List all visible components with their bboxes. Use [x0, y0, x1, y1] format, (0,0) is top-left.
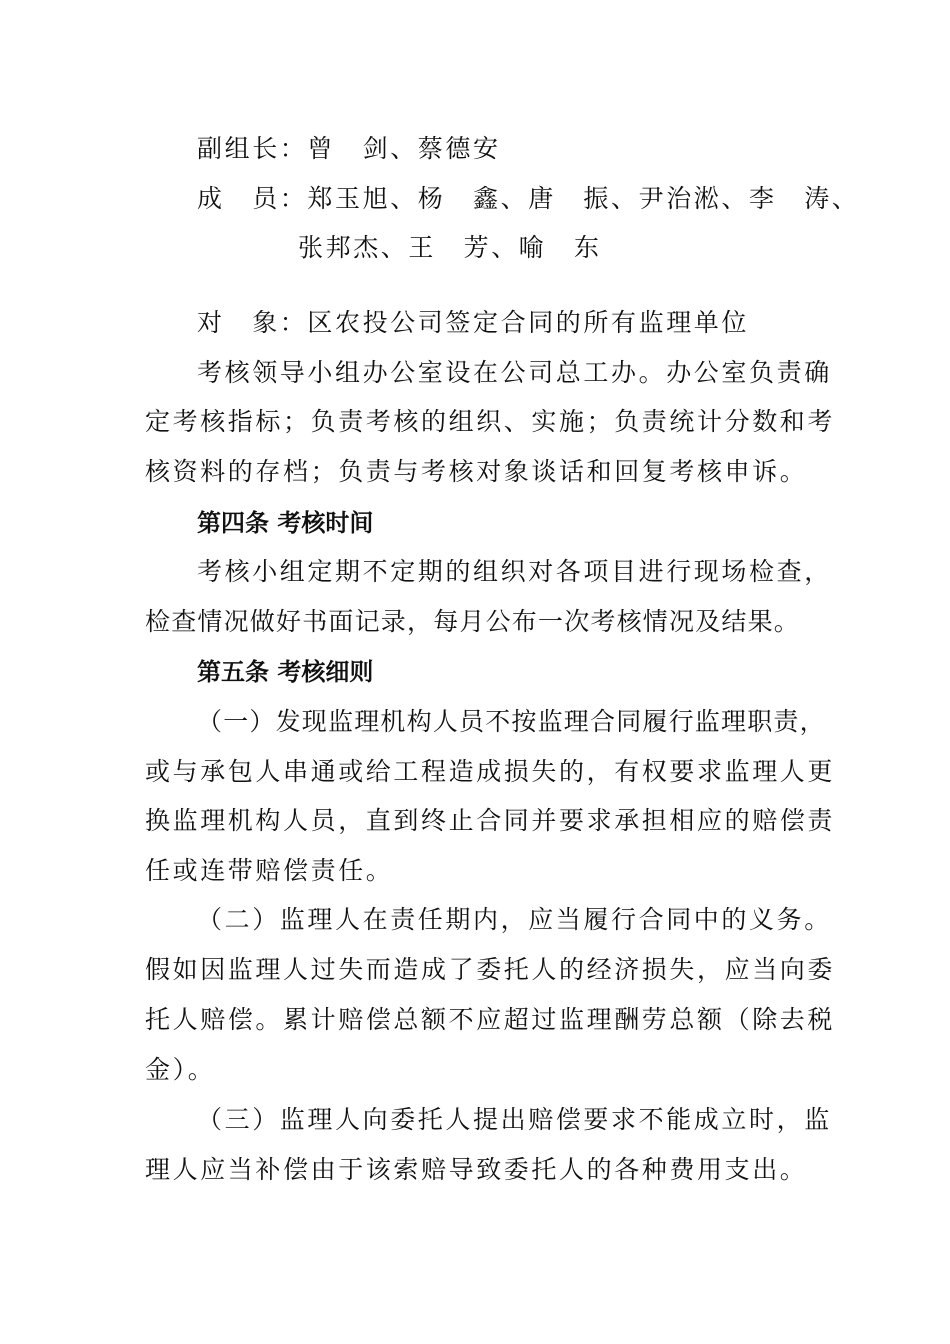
clause-2-line-1: （二）监理人在责任期内，应当履行合同中的义务。 — [197, 905, 832, 934]
paragraph-office-line-3: 核资料的存档；负责与考核对象谈话和回复考核申诉。 — [145, 457, 808, 486]
paragraph-time-line-2: 检查情况做好书面记录，每月公布一次考核情况及结果。 — [145, 607, 801, 636]
clause-1-line-2: 或与承包人串通或给工程造成损失的，有权要求监理人更 — [145, 757, 836, 786]
clause-2-line-2: 假如因监理人过失而造成了委托人的经济损失，应当向委 — [145, 955, 836, 984]
clause-3-line-1: （三）监理人向委托人提出赔偿要求不能成立时，监 — [197, 1105, 832, 1134]
members-line: 成 员：郑玉旭、杨 鑫、唐 振、尹治淞、李 涛、 — [197, 184, 860, 213]
clause-3-line-2: 理人应当补偿由于该索赔导致委托人的各种费用支出。 — [145, 1155, 808, 1184]
paragraph-time-line-1: 考核小组定期不定期的组织对各项目进行现场检查， — [197, 557, 832, 586]
object-line: 对 象：区农投公司签定合同的所有监理单位 — [197, 308, 750, 337]
clause-2-line-4: 金）。 — [145, 1055, 216, 1084]
clause-1-line-4: 任或连带赔偿责任。 — [145, 856, 394, 885]
clause-1-line-3: 换监理机构人员，直到终止合同并要求承担相应的赔偿责 — [145, 806, 836, 835]
paragraph-office-line-2: 定考核指标；负责考核的组织、实施；负责统计分数和考 — [145, 407, 836, 436]
article-4-heading: 第四条 考核时间 — [197, 509, 374, 537]
members-line-continued: 张邦杰、王 芳、喻 东 — [298, 233, 602, 262]
clause-1-line-1: （一）发现监理机构人员不按监理合同履行监理职责， — [197, 707, 826, 736]
paragraph-office-line-1: 考核领导小组办公室设在公司总工办。办公室负责确 — [197, 358, 832, 387]
deputy-leader-line: 副组长：曾 剑、蔡德安 — [197, 134, 501, 163]
article-5-heading: 第五条 考核细则 — [197, 658, 374, 686]
clause-2-line-3: 托人赔偿。累计赔偿总额不应超过监理酬劳总额（除去税 — [145, 1005, 836, 1034]
